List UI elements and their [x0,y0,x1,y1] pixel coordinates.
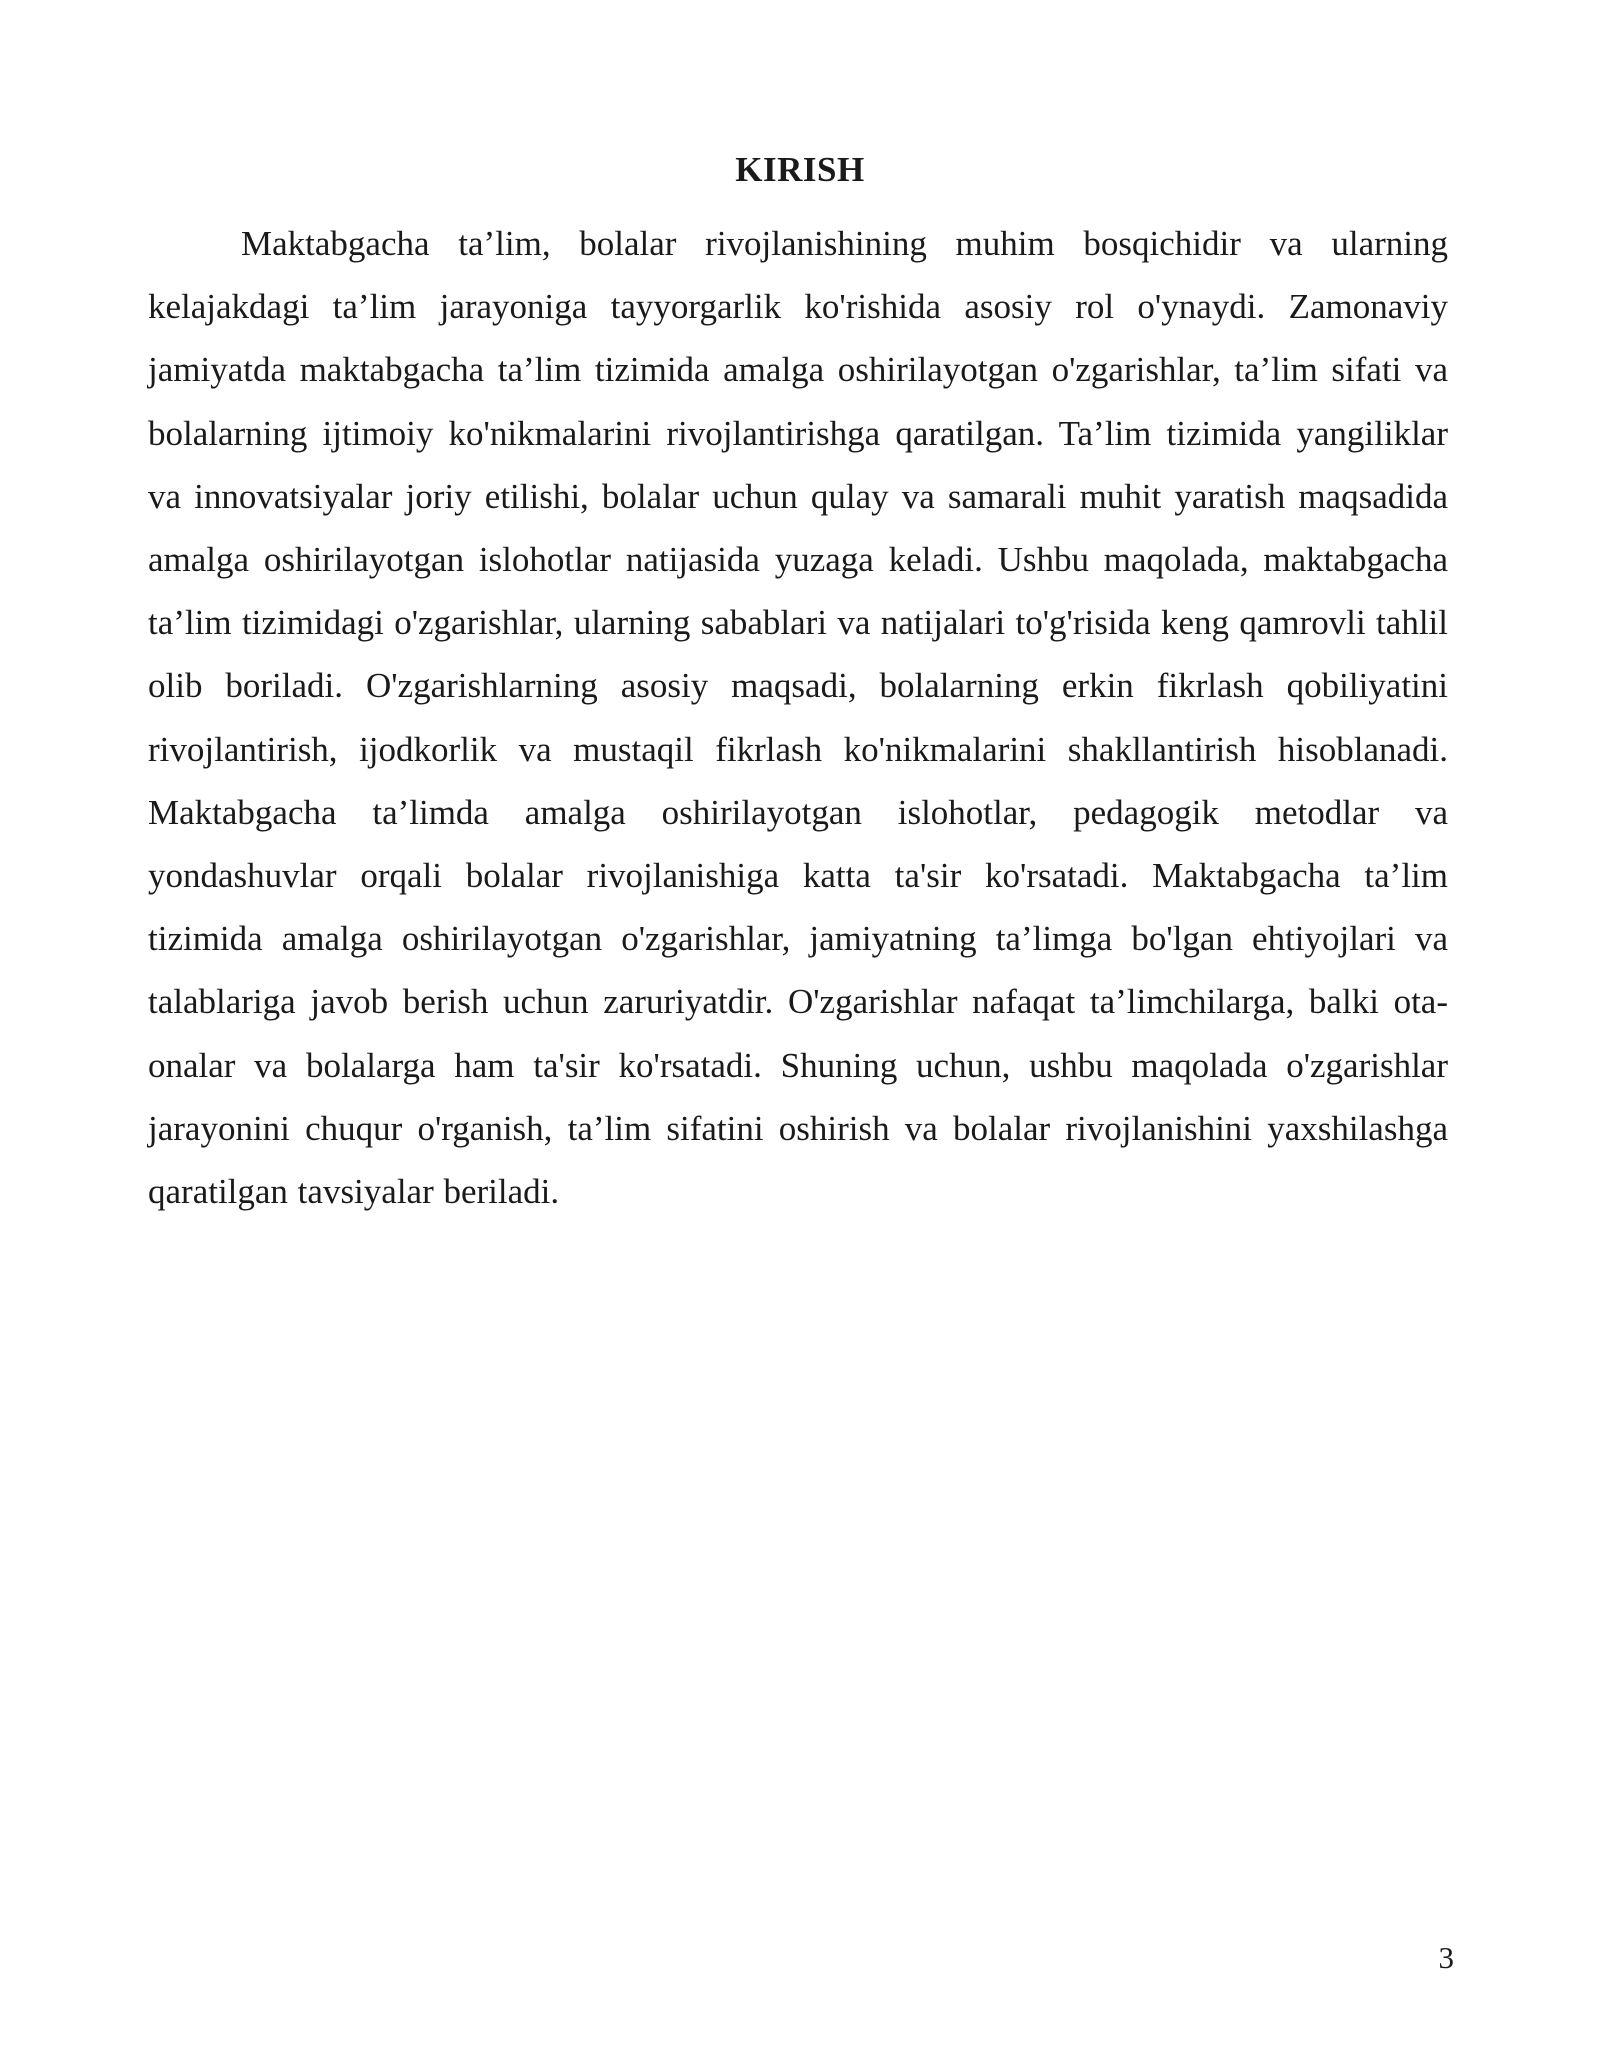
page-number: 3 [1438,1940,1454,1975]
section-heading: KIRISH [735,150,865,189]
body-paragraph: Maktabgacha ta’lim, bolalar rivojlanishining muhim bosqichidir va ularning kelajakdagi ta’lim jarayoniga tayyorgarlik ko'rishida asosiy rol o'ynaydi. Zamonaviy jamiyatda maktabgacha ta’lim tizimida amalga oshirilayotgan o'zgarishlar, ta’lim sifati va bolalarning ijtimoiy ko'nikmalarini rivojlantirishga qaratilgan. Ta’lim tizimida yangiliklar va innovatsiyalar joriy etilishi, bolalar uchun qulay va samarali muhit yaratish maqsadida amalga oshirilayotgan islohotlar natijasida yuzaga keladi. Ushbu maqolada, maktabgacha ta’lim tizimidagi o'zgarishlar, ularning sabablari va natijalari to'g'risida keng qamrovli tahlil olib boriladi. O'zgarishlarning asosiy maqsadi, bolalarning erkin fikrlash qobiliyatini rivojlantirish, ijodkorlik va mustaqil fikrlash ko'nikmalarini shakllantirish hisoblanadi. Maktabgacha ta’limda amalga oshirilayotgan islohotlar, pedagogik metodlar va yondashuvlar orqali bolalar rivojlanishiga katta ta'sir ko'rsatadi. Maktabgacha ta’lim tizimida amalga oshirilayotgan o'zgarishlar, jamiyatning ta’limga bo'lgan ehtiyojlari va talablariga javob berish uchun zaruriyatdir. O'zgarishlar nafaqat ta’limchilarga, balki ota-onalar va bolalarga ham ta'sir ko'rsatadi. Shuning uchun, ushbu maqolada o'zgarishlar jarayonini chuqur o'rganish, ta’lim sifatini oshirish va bolalar rivojlanishini yaxshilashga qaratilgan tavsiyalar beriladi. [148,224,1448,1212]
